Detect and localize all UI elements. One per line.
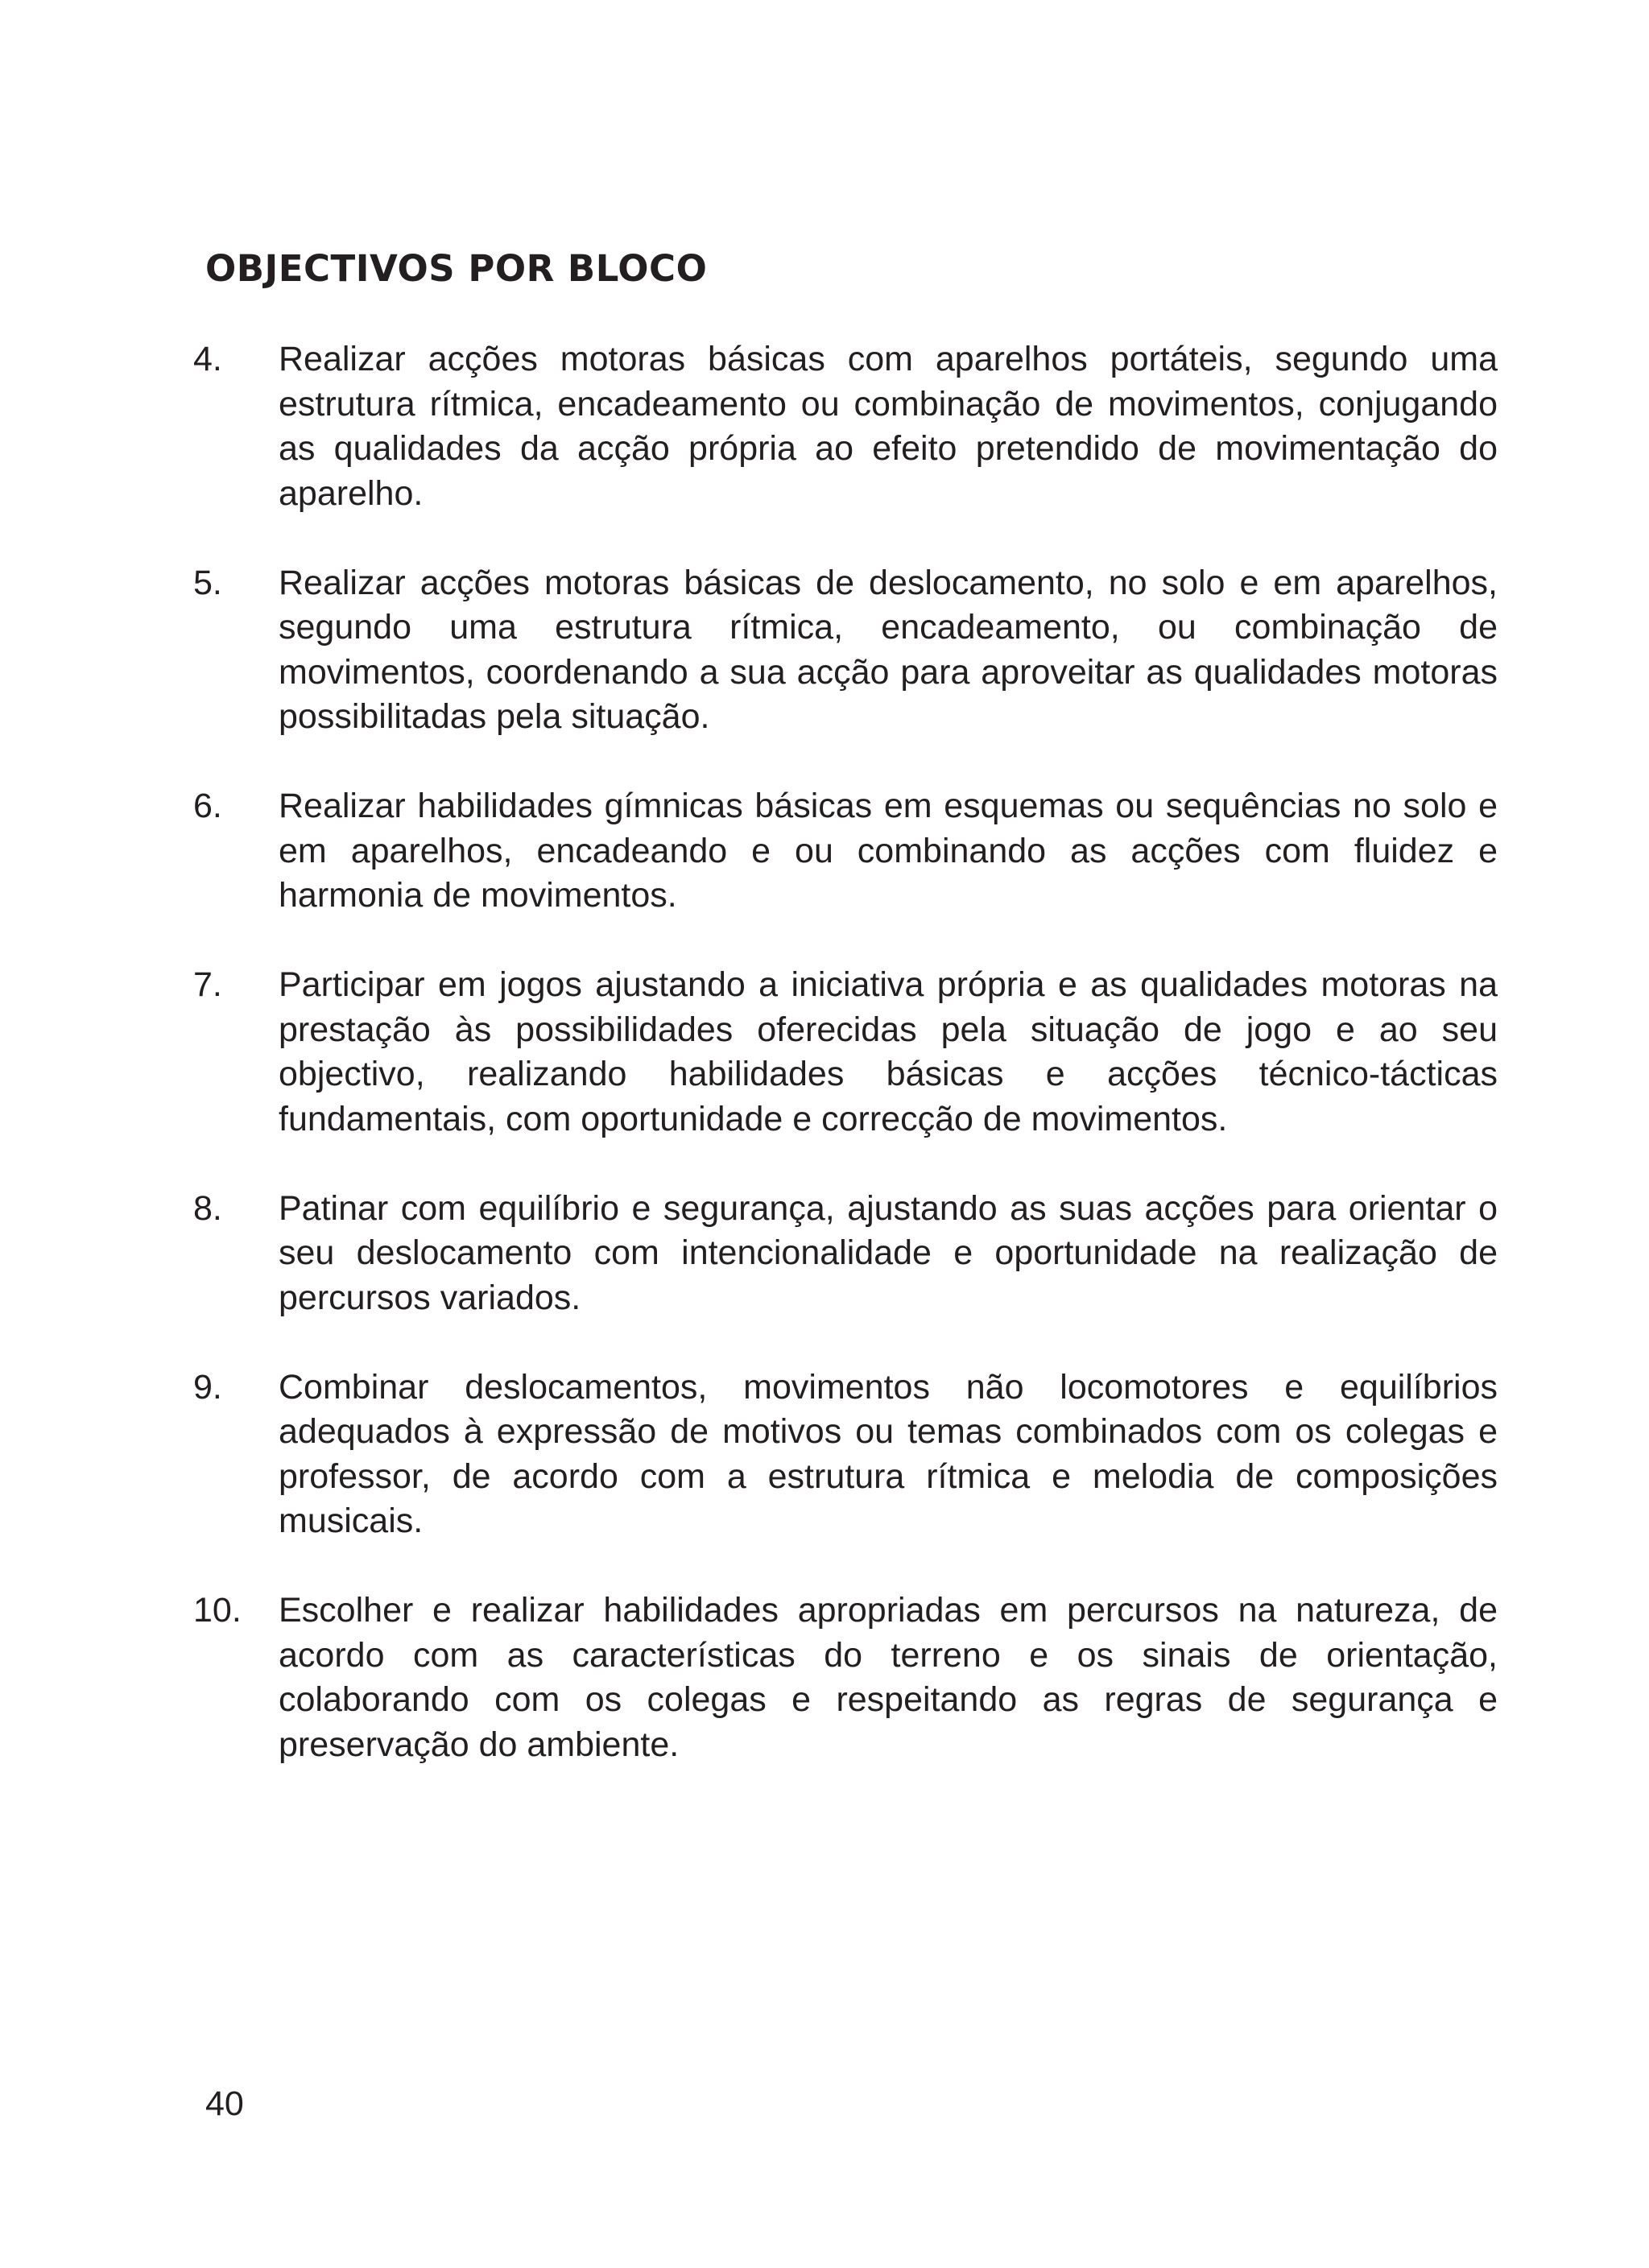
objective-number: 4.: [193, 340, 222, 378]
objective-number: 9.: [193, 1367, 222, 1407]
objective-text: Realizar acções motoras básicas com aparelhos portáteis, segundo uma estrutura rítmica, encadeamento ou combinação de movimentos, conjugando as qualidades da acção própria ao efeito pretendido de movimentação do aparelho.: [279, 340, 1498, 513]
objective-item: [193, 784, 1498, 919]
objective-text: Patinar com equilíbrio e segurança, ajustando as suas acções para orientar o seu deslocamento com intencionalidade e oportunidade na realização de percursos variados.: [279, 1188, 1498, 1317]
objective-item: [193, 1187, 1498, 1321]
page-number: 40: [205, 2084, 244, 2123]
objective-text: Realizar habilidades gímnicas básicas em esquemas ou sequências no solo e em aparelhos, encadeando e ou combinando as acções com fluidez e harmonia de movimentos.: [279, 787, 1498, 915]
objective-number: 10.: [193, 1591, 242, 1630]
objective-text: Participar em jogos ajustando a iniciativa própria e as qualidades motoras na prestação às possibilidades oferecidas pela situação de jogo e ao seu objectivo, realizando habilidades básicas e acções técnico-tácticas fundamentais, com oportunidade e correcção de movimentos.: [279, 965, 1498, 1138]
objective-item: [193, 561, 1498, 740]
objective-text: Realizar acções motoras básicas de deslocamento, no solo e em aparelhos, segundo uma estrutura rítmica, encadeamento, ou combinação de movimentos, coordenando a sua acção para aproveitar as qualidades motoras possibilitadas pela situação.: [279, 563, 1498, 736]
objective-item: [193, 337, 1498, 516]
objective-item: [193, 963, 1498, 1142]
objectives-list: [193, 337, 1498, 1812]
objective-text: Escolher e realizar habilidades apropriadas em percursos na natureza, de acordo com as características do terreno e os sinais de orientação, colaborando com os colegas e respeitando as regras de segurança e preservação do ambiente.: [279, 1591, 1498, 1764]
objective-number: 7.: [193, 965, 222, 1004]
objective-item: [193, 1365, 1498, 1544]
objective-number: 5.: [193, 563, 222, 602]
section-heading: OBJECTIVOS POR BLOCO: [205, 247, 708, 290]
objective-number: 8.: [193, 1188, 222, 1228]
objective-item: [193, 1588, 1498, 1767]
objective-number: 6.: [193, 787, 222, 825]
objective-text: Combinar deslocamentos, movimentos não locomotores e equilíbrios adequados à expressão de motivos ou temas combinados com os colegas e professor, de acordo com a estrutura rítmica e melodia de composições musicais.: [279, 1367, 1498, 1540]
